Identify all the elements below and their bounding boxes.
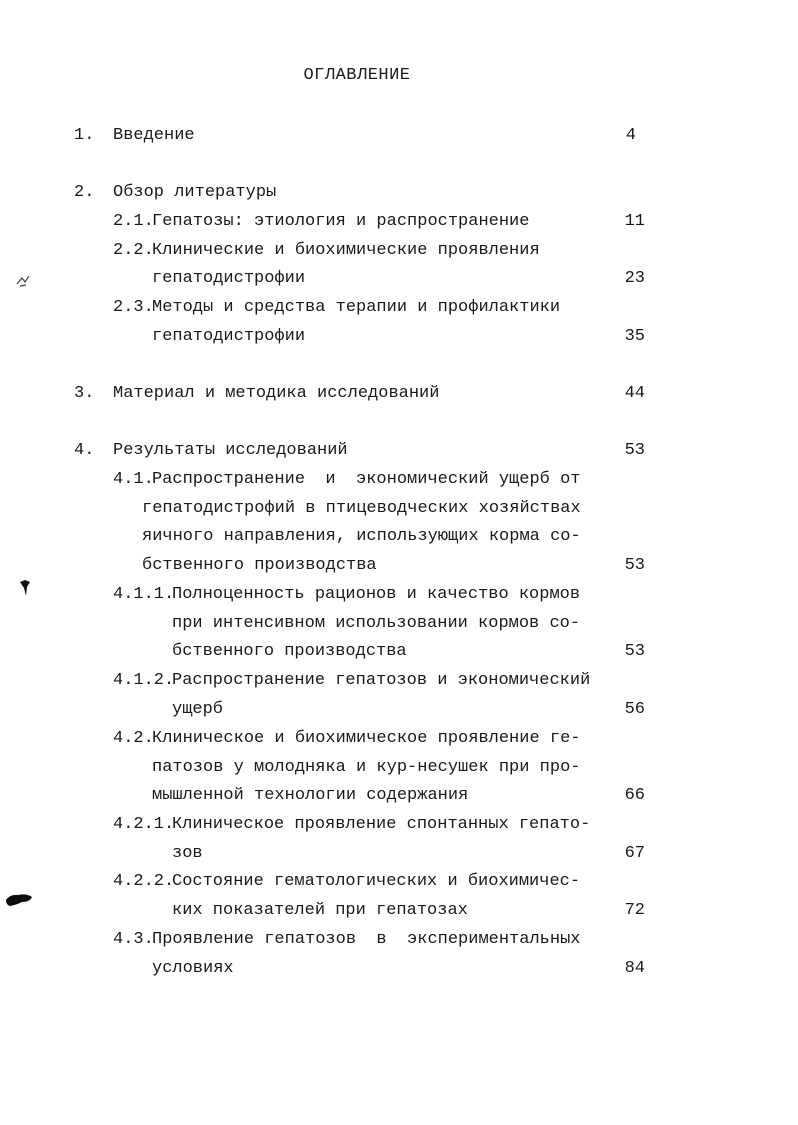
scan-ink-blot (4, 888, 34, 910)
entry-title: бственного производства (142, 556, 377, 575)
entry-title: ущерб (172, 700, 224, 719)
entry-page: 35 (624, 327, 645, 346)
entry-page: 53 (624, 441, 645, 460)
entry-title: ких показателей при гепатозах (172, 901, 468, 920)
entry-number: 4.1.2. (113, 671, 175, 690)
entry-number: 4.1.1. (113, 585, 175, 604)
entry-title: при интенсивном использовании кормов со- (172, 614, 581, 633)
entry-title: гепатодистрофии (152, 269, 306, 288)
entry-title: Клиническое проявление спонтанных гепато- (172, 815, 591, 834)
entry-page: 44 (624, 384, 645, 403)
entry-number: 3. (74, 384, 95, 403)
entry-page: 11 (624, 212, 645, 231)
scan-blot-mark (18, 578, 34, 598)
entry-number: 1. (74, 126, 95, 145)
entry-number: 4.2.2. (113, 872, 175, 891)
entry-number: 2.1. (113, 212, 154, 231)
entry-page: 56 (624, 700, 645, 719)
entry-title: Введение (113, 126, 195, 145)
entry-title: Методы и средства терапии и профилактики (152, 298, 561, 317)
entry-title: мышленной технологии содержания (152, 786, 469, 805)
entry-page: 72 (624, 901, 645, 920)
entry-number: 2. (74, 183, 95, 202)
entry-title: яичного направления, использующих корма со- (142, 527, 581, 546)
entry-title: условиях (152, 959, 234, 978)
entry-title: Распространение гепатозов и экономический (172, 671, 591, 690)
entry-title: Обзор литературы (113, 183, 277, 202)
entry-page: 53 (624, 556, 645, 575)
entry-number: 2.2. (113, 241, 154, 260)
entry-page: 84 (624, 959, 645, 978)
page-title: ОГЛАВЛЕНИЕ (303, 66, 411, 85)
scan-speck-mark (14, 272, 34, 292)
entry-number: 4.2. (113, 729, 154, 748)
entry-title: Гепатозы: этиология и распространение (152, 212, 530, 231)
entry-title: Материал и методика исследований (113, 384, 440, 403)
entry-title: гепатодистрофии (152, 327, 306, 346)
entry-title: Полноценность рационов и качество кормов (172, 585, 581, 604)
entry-number: 4.2.1. (113, 815, 175, 834)
entry-page: 67 (624, 844, 645, 863)
entry-title: Результаты исследований (113, 441, 348, 460)
entry-title: Распространение и экономический ущерб от (152, 470, 581, 489)
entry-page: 53 (624, 642, 645, 661)
entry-page: 23 (624, 269, 645, 288)
entry-page: 66 (624, 786, 645, 805)
entry-title: бственного производства (172, 642, 407, 661)
entry-title: Состояние гематологических и биохимичес- (172, 872, 581, 891)
entry-page: 4 (625, 126, 636, 145)
entry-number: 4.3. (113, 930, 154, 949)
entry-title: патозов у молодняка и кур-несушек при про- (152, 758, 581, 777)
entry-title: Клинические и биохимические проявления (152, 241, 540, 260)
entry-number: 4. (74, 441, 95, 460)
entry-title: зов (172, 844, 203, 863)
entry-number: 4.1. (113, 470, 154, 489)
entry-title: Клиническое и биохимическое проявление ге- (152, 729, 581, 748)
entry-title: Проявление гепатозов в экспериментальных (152, 930, 581, 949)
entry-title: гепатодистрофий в птицеводческих хозяйствах (142, 499, 581, 518)
entry-number: 2.3. (113, 298, 154, 317)
